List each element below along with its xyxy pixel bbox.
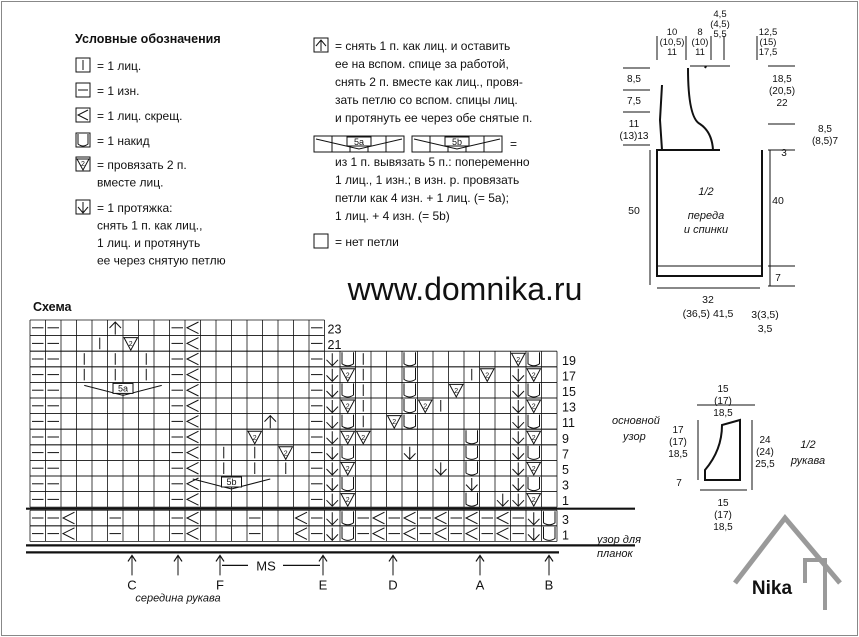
legend-text: 1 лиц. + 4 изн. (= 5b) (335, 209, 450, 223)
row-number: 3 (562, 478, 569, 493)
k2tog-left-mark (466, 512, 478, 524)
broach-mark (327, 494, 339, 507)
row-number: 23 (327, 322, 342, 337)
yarn-over-mark (78, 134, 88, 146)
body-top-dim: (4,5) (710, 19, 730, 30)
yarn-over-mark (466, 493, 478, 507)
broach-mark (327, 447, 339, 460)
row-number: 15 (562, 385, 576, 399)
body-label: 1/2 (698, 186, 714, 198)
yarn-over-mark (466, 461, 478, 475)
yarn-over-mark (404, 399, 416, 413)
schema-title: Схема (33, 300, 72, 314)
ms-label: MS (256, 558, 276, 574)
legend-text: = 1 протяжка: (97, 201, 173, 215)
k2tog-left-mark (435, 512, 447, 524)
bobble-chart-label: 5a (117, 383, 129, 394)
body-left-dim: 50 (628, 205, 640, 217)
k2tog-count: 2 (516, 356, 521, 364)
watermark-text: www.domnika.ru (347, 271, 583, 307)
yarn-over-mark (528, 446, 540, 460)
no-stitch-icon (314, 234, 328, 248)
row-number: 9 (562, 431, 569, 446)
k2tog-left-mark (187, 338, 199, 350)
yarn-over-mark (342, 383, 354, 397)
k2tog-left-mark (187, 400, 199, 412)
body-left-dim: 8,5 (627, 74, 641, 85)
broach-mark (513, 384, 525, 397)
k2tog-count: 2 (361, 434, 366, 442)
body-top-dim: (10) (691, 37, 709, 48)
legend-text: = нет петли (335, 235, 399, 249)
sleeve-left-dim: (17) (669, 437, 687, 448)
legend-text: снять 2 п. вместе как лиц., провя- (335, 75, 523, 89)
label-main: основной (612, 415, 660, 427)
k2tog-left-mark (187, 462, 199, 474)
k2tog-left-mark (187, 528, 199, 540)
body-label: переда (687, 210, 725, 222)
stitch-label: D (388, 577, 398, 593)
legend-text: ее через снятую петлю (97, 253, 226, 268)
k2tog-count: 2 (252, 434, 257, 442)
sleeve-outline (705, 420, 740, 480)
k2tog-left-mark (435, 528, 447, 540)
yarn-over-mark (466, 430, 478, 444)
k2tog-count: 2 (345, 403, 350, 411)
sleeve-right-dim: 25,5 (755, 459, 775, 470)
broach-mark (327, 384, 339, 397)
row-number: 11 (562, 416, 575, 431)
k2tog-count: 2 (531, 497, 536, 505)
sk2p-mark (110, 322, 122, 335)
broach-mark (528, 528, 540, 541)
broach-mark (327, 416, 339, 429)
yarn-over-mark (342, 527, 354, 541)
nika-logo (735, 518, 840, 610)
k2tog-left-mark (187, 416, 199, 428)
broach-mark (327, 353, 339, 366)
body-bottom-dim: 3,5 (757, 323, 773, 335)
broach-mark (327, 431, 339, 444)
legend-title: Условные обозначения (75, 32, 221, 46)
yarn-over-mark (528, 352, 540, 366)
yarn-over-mark (404, 383, 416, 397)
body-label: и спинки (683, 224, 729, 236)
sk2p-mark (316, 40, 326, 51)
legend-text: петли как 4 изн. + 1 лиц. (= 5a); (335, 191, 509, 205)
k2tog-count: 2 (531, 466, 536, 473)
broach-mark (327, 478, 339, 491)
k2tog-count: 2 (345, 434, 350, 442)
sleeve-label: рукава (790, 455, 826, 467)
label-border: планок (597, 548, 633, 560)
yarn-over-mark (342, 477, 354, 491)
stitch-label: F (216, 577, 224, 593)
sleeve-right-dim: (24) (756, 447, 774, 458)
broach-mark (78, 202, 88, 213)
stitch-label: B (544, 577, 554, 593)
yarn-over-mark (404, 415, 416, 429)
body-left-dim: 7,5 (627, 96, 641, 107)
broach-mark (513, 369, 525, 382)
legend-text: = 1 лиц. скрещ. (97, 109, 183, 123)
k2tog-count: 2 (531, 403, 536, 411)
k2tog-count: 2 (283, 450, 288, 458)
broach-mark (513, 462, 525, 475)
body-top-dim: 10 (666, 27, 678, 38)
yarn-over-mark (528, 415, 540, 429)
k2tog-left-mark (497, 528, 509, 540)
body-right-dim: 40 (772, 195, 784, 207)
stitch-chart (26, 300, 660, 604)
body-right-dim: 7 (775, 273, 781, 284)
body-right-dim: (8,5)7 (811, 136, 839, 147)
logo-chimney (805, 560, 825, 610)
k2tog-left-mark (187, 384, 199, 396)
yarn-over-mark (342, 446, 354, 460)
broach-mark (327, 512, 339, 525)
broach-mark (327, 528, 339, 541)
k2tog-count: 2 (128, 341, 133, 349)
yarn-over-mark (528, 383, 540, 397)
body-bottom-dim: 32 (702, 294, 714, 306)
body-right-dim: 8,5 (818, 124, 832, 135)
body-top-dim: 11 (695, 47, 705, 58)
legend (75, 32, 532, 268)
k2tog-left-mark (373, 512, 385, 524)
body-schematic (620, 9, 839, 335)
k2tog-left-mark (373, 528, 385, 540)
armhole-left (660, 85, 662, 150)
k2tog-count: 2 (454, 388, 459, 395)
body-top-dim: (10,5) (659, 37, 685, 48)
k2tog-left-mark (187, 431, 199, 443)
yarn-over-mark (342, 352, 354, 366)
body-top-dim: 17,5 (758, 47, 778, 58)
legend-text: снять 1 п. как лиц., (97, 218, 203, 233)
body-bottom-dim: (36,5) 41,5 (682, 308, 734, 320)
legend-text: = (510, 137, 518, 151)
legend-text: = 1 лиц. (97, 59, 142, 73)
body-right-dim: 22 (776, 98, 788, 109)
broach-mark (513, 416, 525, 429)
k2tog-left-mark (404, 528, 416, 540)
legend-text: 1 лиц. и протянуть (97, 236, 201, 250)
k2tog-count: 2 (345, 372, 350, 380)
body-bottom-dim: 3(3,5) (751, 309, 779, 321)
sleeve-right-dim: 24 (759, 435, 771, 446)
broach-mark (513, 447, 525, 460)
row-number: 5 (562, 463, 569, 477)
body-left-dim: 11 (628, 119, 640, 130)
broach-mark (513, 400, 525, 413)
k2tog-left-mark (63, 512, 75, 524)
row-number: 1 (562, 528, 569, 543)
k2tog-count: 2 (345, 466, 350, 473)
center-sleeve-label: середина рукава (135, 592, 221, 605)
sleeve-schematic (668, 384, 825, 533)
k2tog-left-mark (63, 528, 75, 540)
label-main: узор (623, 431, 646, 443)
yarn-over-mark (342, 511, 354, 525)
legend-text: = снять 1 п. как лиц. и оставить (335, 39, 511, 53)
sleeve-top-dim: (17) (714, 396, 732, 407)
yarn-over-mark (466, 446, 478, 460)
k2tog-left-mark (187, 494, 199, 506)
legend-text: из 1 п. вывязать 5 п.: попеременно (335, 155, 530, 169)
k2tog-left-mark (187, 447, 199, 459)
bobble-label: 5a (353, 137, 365, 147)
yarn-over-mark (404, 352, 416, 366)
k2tog-count: 2 (345, 497, 350, 505)
k2tog-left-mark (187, 353, 199, 365)
yarn-over-mark (404, 368, 416, 382)
k2tog-left-mark (187, 369, 199, 381)
k2tog-left-mark (296, 528, 308, 540)
k2tog-left-mark (404, 512, 416, 524)
body-top-dim: 5,5 (713, 29, 727, 40)
legend-text: и протянуть ее через обе снятые п. (335, 111, 533, 125)
yarn-over-mark (544, 527, 556, 541)
broach-mark (528, 512, 540, 525)
row-number: 7 (562, 447, 569, 462)
label-border: узор для (597, 534, 641, 546)
sleeve-label: 1/2 (800, 439, 816, 451)
row-number: 21 (327, 338, 342, 353)
broach-mark (327, 462, 339, 475)
broach-mark (466, 478, 478, 491)
sleeve-bottom-dim: (17) (714, 510, 732, 521)
stitch-label: E (318, 577, 328, 593)
broach-mark (404, 447, 416, 460)
stitch-label: A (475, 577, 485, 593)
legend-text: 1 лиц., 1 изн.; в изн. р. провязать (335, 173, 520, 187)
sleeve-top-dim: 18,5 (713, 408, 733, 419)
body-right-dim: (20,5) (768, 86, 796, 97)
legend-text: ее на вспом. спице за работой, (335, 57, 509, 71)
k2tog-left-mark (466, 528, 478, 540)
k2tog-count: 2 (81, 161, 85, 168)
k2tog-left-mark (78, 110, 88, 120)
neckline (688, 68, 713, 150)
logo-text: Nika (751, 578, 793, 599)
bobble-chart-label: 5b (226, 477, 237, 487)
broach-mark (513, 478, 525, 491)
row-number: 13 (562, 400, 576, 415)
body-right-dim: 3 (781, 148, 787, 159)
body-top-dim: (15) (759, 37, 777, 48)
k2tog-left-mark (296, 512, 308, 524)
sleeve-left-dim: 18,5 (668, 449, 688, 460)
broach-mark (497, 494, 509, 507)
k2tog-count: 2 (423, 403, 428, 411)
bobble-label: 5b (451, 137, 463, 147)
stitch-label: C (127, 577, 137, 593)
broach-mark (513, 431, 525, 444)
sleeve-bottom-dim: 18,5 (713, 522, 733, 533)
k2tog-left-mark (497, 512, 509, 524)
k2tog-count: 2 (531, 372, 536, 380)
body-right-dim: 18,5 (772, 74, 792, 85)
body-top-dim: 12,5 (758, 27, 778, 38)
legend-text: вместе лиц. (97, 175, 164, 190)
broach-mark (435, 462, 447, 475)
k2tog-left-mark (187, 512, 199, 524)
watermark (347, 271, 583, 307)
sleeve-top-dim: 15 (717, 384, 729, 395)
row-number: 19 (562, 353, 576, 368)
k2tog-count: 2 (392, 419, 397, 427)
sk2p-mark (265, 416, 277, 429)
sleeve-left-dim: 7 (676, 478, 682, 489)
yarn-over-mark (528, 477, 540, 491)
k2tog-count: 2 (485, 372, 490, 380)
broach-mark (327, 369, 339, 382)
body-top-dim: 11 (667, 47, 677, 58)
yarn-over-mark (544, 511, 556, 525)
yarn-over-mark (342, 415, 354, 429)
k2tog-left-mark (187, 322, 199, 334)
legend-text: = провязать 2 п. (97, 158, 187, 172)
row-number: 3 (562, 512, 569, 527)
broach-mark (327, 400, 339, 413)
body-top-dim: 4,5 (713, 9, 727, 20)
legend-text: = 1 накид (97, 134, 150, 148)
body-top-dim: 8 (697, 27, 703, 38)
k2tog-count: 2 (531, 434, 536, 442)
legend-text: = 1 изн. (97, 84, 140, 98)
legend-text: зать петлю со вспом. спицы лиц. (335, 93, 518, 107)
row-number: 1 (562, 494, 569, 509)
sleeve-bottom-dim: 15 (717, 498, 729, 509)
sleeve-left-dim: 17 (672, 425, 684, 436)
broach-mark (513, 494, 525, 507)
body-left-dim: (13)13 (619, 131, 649, 142)
row-number: 17 (562, 369, 576, 384)
